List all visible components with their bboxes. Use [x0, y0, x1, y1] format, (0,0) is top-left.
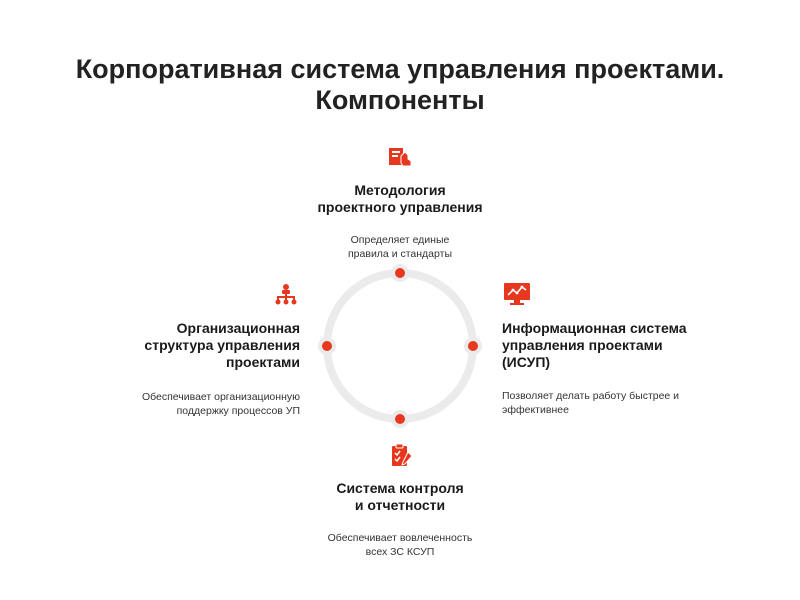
description-line: поддержку процессов УП	[176, 405, 300, 417]
checklist-icon	[390, 443, 414, 469]
component-information-system	[502, 320, 722, 417]
component-methodology-title	[290, 182, 510, 216]
node-right	[464, 337, 482, 355]
title-line: проектного управления	[317, 199, 483, 215]
monitor-chart-icon	[503, 282, 531, 306]
component-control-reporting	[290, 480, 510, 559]
node-top	[391, 264, 409, 282]
component-org-structure-description	[100, 390, 300, 418]
component-control-reporting-description	[290, 531, 510, 559]
component-control-reporting-title	[290, 480, 510, 514]
component-methodology-description	[290, 233, 510, 261]
methodology-icon	[387, 146, 413, 170]
title-line: (ИСУП)	[502, 354, 551, 370]
description-line: Позволяет делать работу быстрее и	[502, 390, 680, 402]
title-line: структура управления	[144, 337, 300, 353]
component-org-structure-title	[100, 320, 300, 371]
description-line: Определяет единые	[350, 234, 450, 246]
description-line: эффективнее	[502, 404, 569, 416]
ring-circle	[327, 273, 473, 419]
title-line: Организационная	[176, 320, 300, 336]
component-information-system-description	[502, 389, 722, 417]
org-structure-icon	[274, 283, 298, 307]
title-line: Система контроля	[336, 480, 464, 496]
description-line: Обеспечивает вовлеченность	[327, 532, 473, 544]
description-line: правила и стандарты	[348, 248, 452, 260]
component-org-structure	[100, 320, 300, 418]
component-information-system-title	[502, 320, 722, 371]
page-title-line-2: Компоненты	[315, 85, 485, 115]
node-bottom	[391, 410, 409, 428]
title-line: Методология	[354, 182, 446, 198]
page-title-line-1: Корпоративная система управления проектами.	[75, 54, 725, 84]
description-line: всех ЗС КСУП	[365, 546, 435, 558]
title-line: Информационная система	[502, 320, 687, 336]
title-line: проектами	[226, 354, 300, 370]
component-methodology	[290, 182, 510, 261]
node-left	[318, 337, 336, 355]
description-line: Обеспечивает организационную	[141, 391, 300, 403]
title-line: управления проектами	[502, 337, 663, 353]
title-line: и отчетности	[354, 497, 446, 513]
